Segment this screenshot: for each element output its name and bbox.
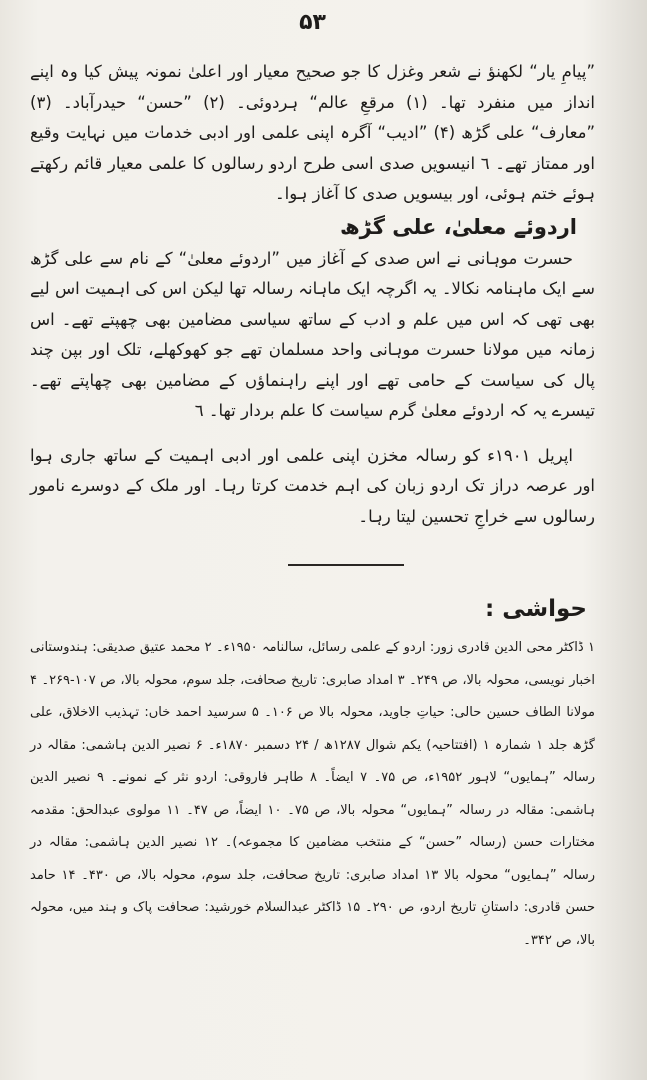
paragraph-journals-list: ”پیامِ یار“ لکھنؤ نے شعر وغزل کا جو صحیح معیار اور اعلیٰ نمونہ پیش کیا وہ اپنے انداز میں منفرد تھا۔ (۱) مرقعِ عالم“ ہردوئی۔ (۲) ”حسن“ حیدرآباد۔ (۳) ”معارف“ علی گڑھ (۴) ”ادیب“ آگرہ اپنی علمی اور ادبی خدمات میں نہایت وقیع اور ممتاز تھے۔ ٦ انیسویں صدی اسی طرح اردو رسالوں کا علمی معیار قائم رکھتے ہوئے ختم ہوئی، اور بیسویں صدی کا آغاز ہوا۔ (30, 62, 596, 203)
footnotes-text: ۱ ڈاکٹر محی الدین قادری زور: اردو کے علمی رسائل، سالنامہ ۱۹۵۰ء۔ ۲ محمد عتیق صدیقی: ہندوستانی اخبار نویسی، محولہ بالا، ص ۲۴۹۔ ۳ امداد صابری: تاریخ صحافت، جلد سوم، محولہ بالا، ص ۱۰۷-۲۶۹۔ ۴ مولانا الطاف حسین حالی: حیاتِ جاوید، محولہ بالا ص ۱۰۶۔ ۵ سرسید احمد خاں: تہذیب الاخلاق، علی گڑھ جلد ۱ شمارہ ۱ (افتتاحیہ) یکم شوال ۱۲۸۷ھ / ۲۴ دسمبر ۱۸۷۰ء۔ ۶ نصیر الدین ہاشمی: مقالہ در رسالہ ”ہمایوں“ لاہور ۱۹۵۲ء، ص ۷۵۔ ۷ ایضاً۔ ۸ طاہر فاروقی: اردو نثر کے نمونے۔ ۹ نصیر الدین ہاشمی: مقالہ در رسالہ ”ہمایوں“ محولہ بالا، ص ۷۵۔ ۱۰ ایضاً، ص ۴۷۔ ۱۱ مولوی عبدالحق: مقدمہ مختارات حسن (رسالہ ”حسن“ کے منتخب مضامین کا مجموعہ)۔ ۱۲ نصیر الدین ہاشمی: مقالہ در رسالہ ”ہمایوں“ محولہ بالا ۱۳ امداد صابری: تاریخ صحافت، جلد سوم، محولہ بالا، ص ۴۳۰۔ ۱۴ حامد حسن قادری: داستانِ تاریخ اردو، ص ۲۹۰۔ ۱۵ ڈاکٹر عبدالسلام خورشید: صحافت پاک و ہند میں، محولہ بالا، ص ۳۴۲۔ (30, 640, 596, 948)
paragraph-makhzan: اپریل ۱۹۰۱ء کو رسالہ مخزن اپنی علمی اور ادبی اہمیت کے ساتھ جاری ہوا اور عرصہ دراز تک اردو زبان کی اہم خدمت کرتا رہا۔ اور ملک کے دوسرے نامور رسالوں سے خراجِ تحسین لیتا رہا۔ (30, 445, 595, 526)
footnotes-heading: حواشی : (485, 596, 587, 622)
section-heading-urdu-e-mualla: اردوئے معلیٰ، علی گڑھ (339, 214, 577, 239)
section-divider-line (288, 564, 404, 566)
divider-area (30, 534, 595, 592)
paragraph-urdu-e-mualla: حسرت موہانی نے اس صدی کے آغاز میں ”اردوئے معلیٰ“ کے نام سے علی گڑھ سے ایک ماہنامہ نکالا۔ یہ اگرچہ ایک ماہانہ رسالہ تھا لیکن اس کی اہمیت اس لیے بھی تھی کہ اس میں علم و ادب کے ساتھ سیاسی مضامین بھی چھپتے تھے۔ اس زمانہ میں مولانا حسرت موہانی واحد مسلمان تھے جو کھوکھلے، تلک اور بپن چند پال کی سیاست کے حامی تھے اور اپنے راہنماؤں کے مضامین بھی چھاپتے تھے۔ تیسرے یہ کہ اردوئے معلیٰ گرم سیاست کا علم بردار تھا۔ ٦ (30, 248, 595, 420)
page-number: ۵۳ (299, 10, 326, 35)
